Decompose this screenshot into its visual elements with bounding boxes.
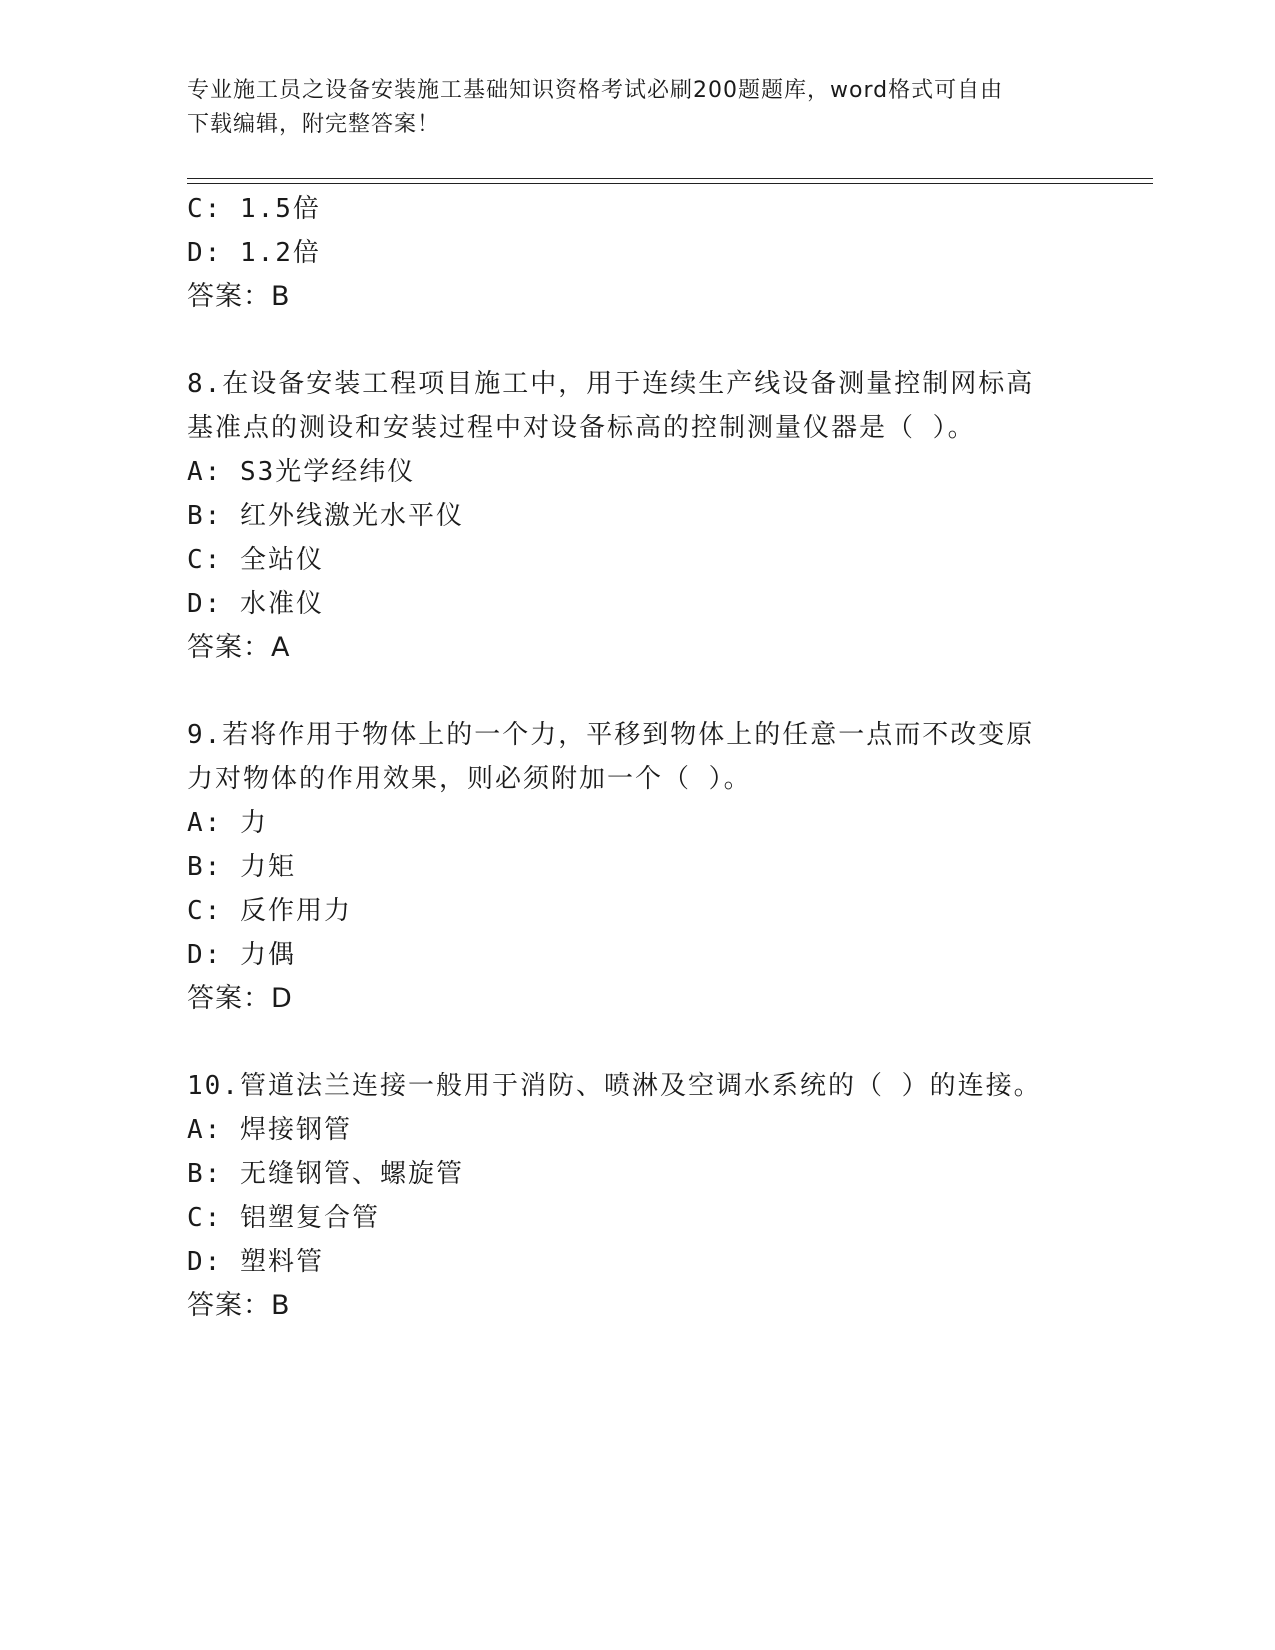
prev-answer: 答案：B xyxy=(187,281,291,312)
header-divider-top xyxy=(187,178,1153,179)
q8-answer: 答案：A xyxy=(187,632,291,663)
q10-answer: 答案：B xyxy=(187,1290,291,1321)
q8-stem-line-2: 基准点的测设和安装过程中对设备标高的控制测量仪器是（ ）。 xyxy=(187,413,976,443)
q9-option-b: B: 力矩 xyxy=(187,852,296,882)
q10-option-a: A: 焊接钢管 xyxy=(187,1115,352,1145)
header-line-2: 下载编辑，附完整答案！ xyxy=(187,112,441,137)
q9-option-a: A: 力 xyxy=(187,808,268,838)
q10-option-d: D: 塑料管 xyxy=(187,1247,324,1277)
q9-option-d: D: 力偶 xyxy=(187,940,296,970)
q9-answer: 答案：D xyxy=(187,983,293,1014)
header-line-1: 专业施工员之设备安装施工基础知识资格考试必刷200题题库，word格式可自由 xyxy=(187,78,1004,103)
document-header xyxy=(187,74,1087,142)
q9-stem-line-1: 9.若将作用于物体上的一个力，平移到物体上的任意一点而不改变原 xyxy=(187,720,1035,750)
q10-option-b: B: 无缝钢管、螺旋管 xyxy=(187,1159,464,1189)
q9-stem-line-2: 力对物体的作用效果，则必须附加一个（ ）。 xyxy=(187,764,752,794)
prev-option-c: C: 1.5倍 xyxy=(187,194,321,224)
q10-stem-line-1: 10.管道法兰连接一般用于消防、喷淋及空调水系统的（ ）的连接。 xyxy=(187,1071,1042,1101)
q8-option-c: C: 全站仪 xyxy=(187,545,324,575)
q10-option-c: C: 铝塑复合管 xyxy=(187,1203,380,1233)
header-divider-bottom xyxy=(187,183,1153,184)
q8-stem-line-1: 8.在设备安装工程项目施工中，用于连续生产线设备测量控制网标高 xyxy=(187,369,1035,399)
q8-option-b: B: 红外线激光水平仪 xyxy=(187,501,464,531)
prev-option-d: D: 1.2倍 xyxy=(187,238,321,268)
q8-option-d: D: 水准仪 xyxy=(187,589,324,619)
q8-option-a: A: S3光学经纬仪 xyxy=(187,457,416,487)
q9-option-c: C: 反作用力 xyxy=(187,896,352,926)
